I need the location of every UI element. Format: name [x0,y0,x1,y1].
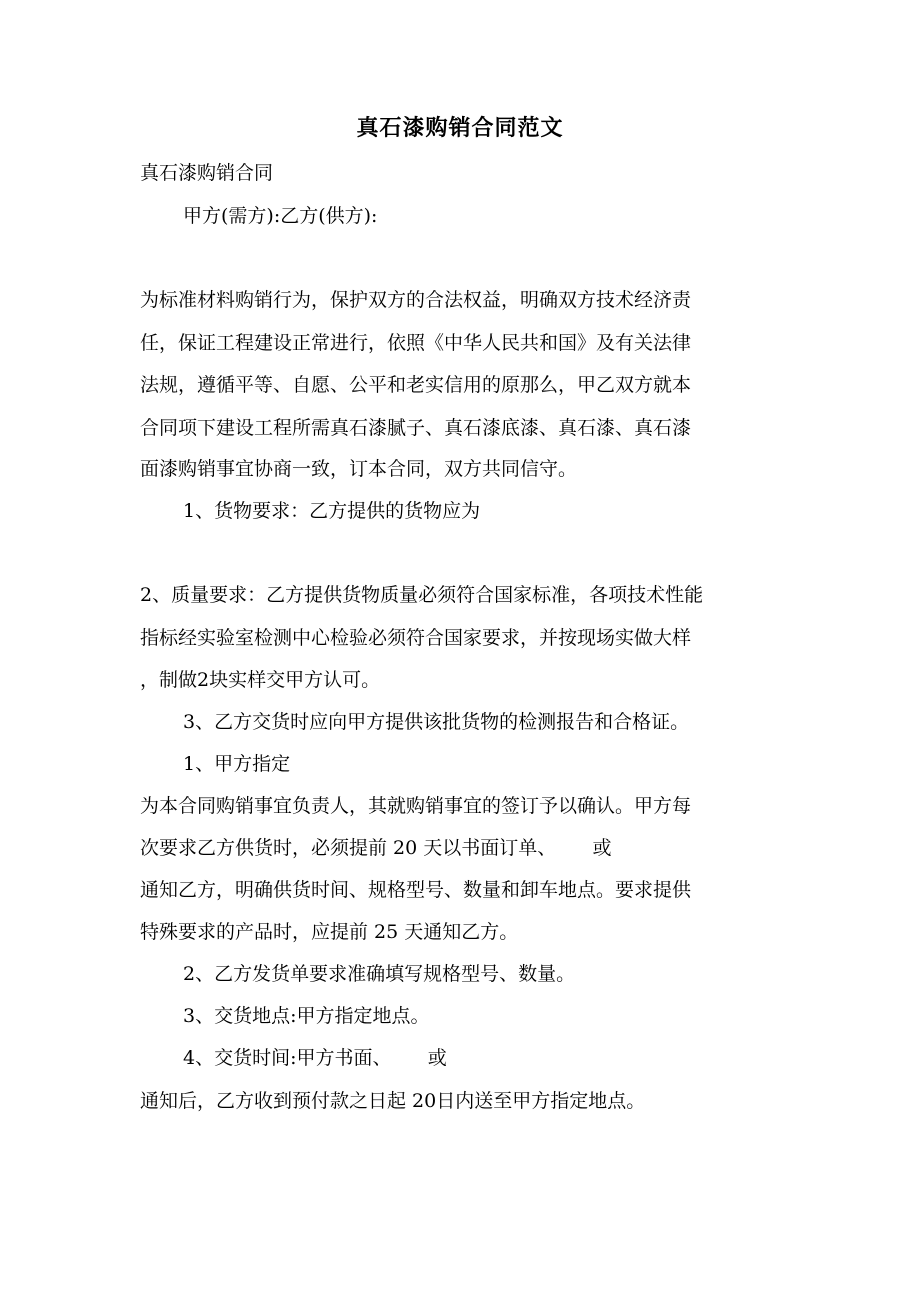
clause-quality-line-2: 指标经实验室检测中心检验必须符合国家要求，并按现场实做大样 [140,627,692,649]
contract-heading: 真石漆购销合同 [140,162,274,184]
preamble-line-4: 合同项下建设工程所需真石漆腻子、真石漆底漆、真石漆、真石漆 [140,417,692,439]
party-line: 甲方(需方):乙方(供方): [183,205,378,227]
clause-order-line-3: 通知乙方，明确供货时间、规格型号、数量和卸车地点。要求提供 [140,879,692,901]
clause-delivery-place: 3、交货地点:甲方指定地点。 [183,1005,430,1027]
clause-order-line-1: 为本合同购销事宜负责人，其就购销事宜的签订予以确认。甲方每 [140,795,692,817]
clause-order-line-2: 次要求乙方供货时，必须提前 20 天以书面订单、 或 [140,837,612,859]
clause-order-line-4: 特殊要求的产品时，应提前 25 天通知乙方。 [140,921,519,943]
clause-quality-line-3: ，制做2块实样交甲方认可。 [140,669,381,691]
clause-quality-line-1: 2、质量要求：乙方提供货物质量必须符合国家标准，各项技术性能 [140,584,704,606]
preamble-line-1: 为标准材料购销行为，保护双方的合法权益，明确双方技术经济责 [140,289,692,311]
preamble-line-5: 面漆购销事宜协商一致，订本合同，双方共同信守。 [140,458,578,480]
clause-delivery-deadline: 通知后，乙方收到预付款之日起 20日内送至甲方指定地点。 [140,1090,646,1112]
clause-party-a-designate: 1、甲方指定 [183,753,291,775]
document-title: 真石漆购销合同范文 [356,115,564,141]
clause-delivery-time: 4、交货时间:甲方书面、 或 [183,1047,447,1069]
clause-delivery-note: 2、乙方发货单要求准确填写规格型号、数量。 [183,963,576,985]
clause-inspection-report: 3、乙方交货时应向甲方提供该批货物的检测报告和合格证。 [183,711,690,733]
clause-goods-requirement: 1、货物要求：乙方提供的货物应为 [183,500,481,522]
preamble-line-3: 法规，遵循平等、自愿、公平和老实信用的原那么，甲乙双方就本 [140,374,692,396]
preamble-line-2: 任，保证工程建设正常进行，依照《中华人民共和国》及有关法律 [140,332,692,354]
